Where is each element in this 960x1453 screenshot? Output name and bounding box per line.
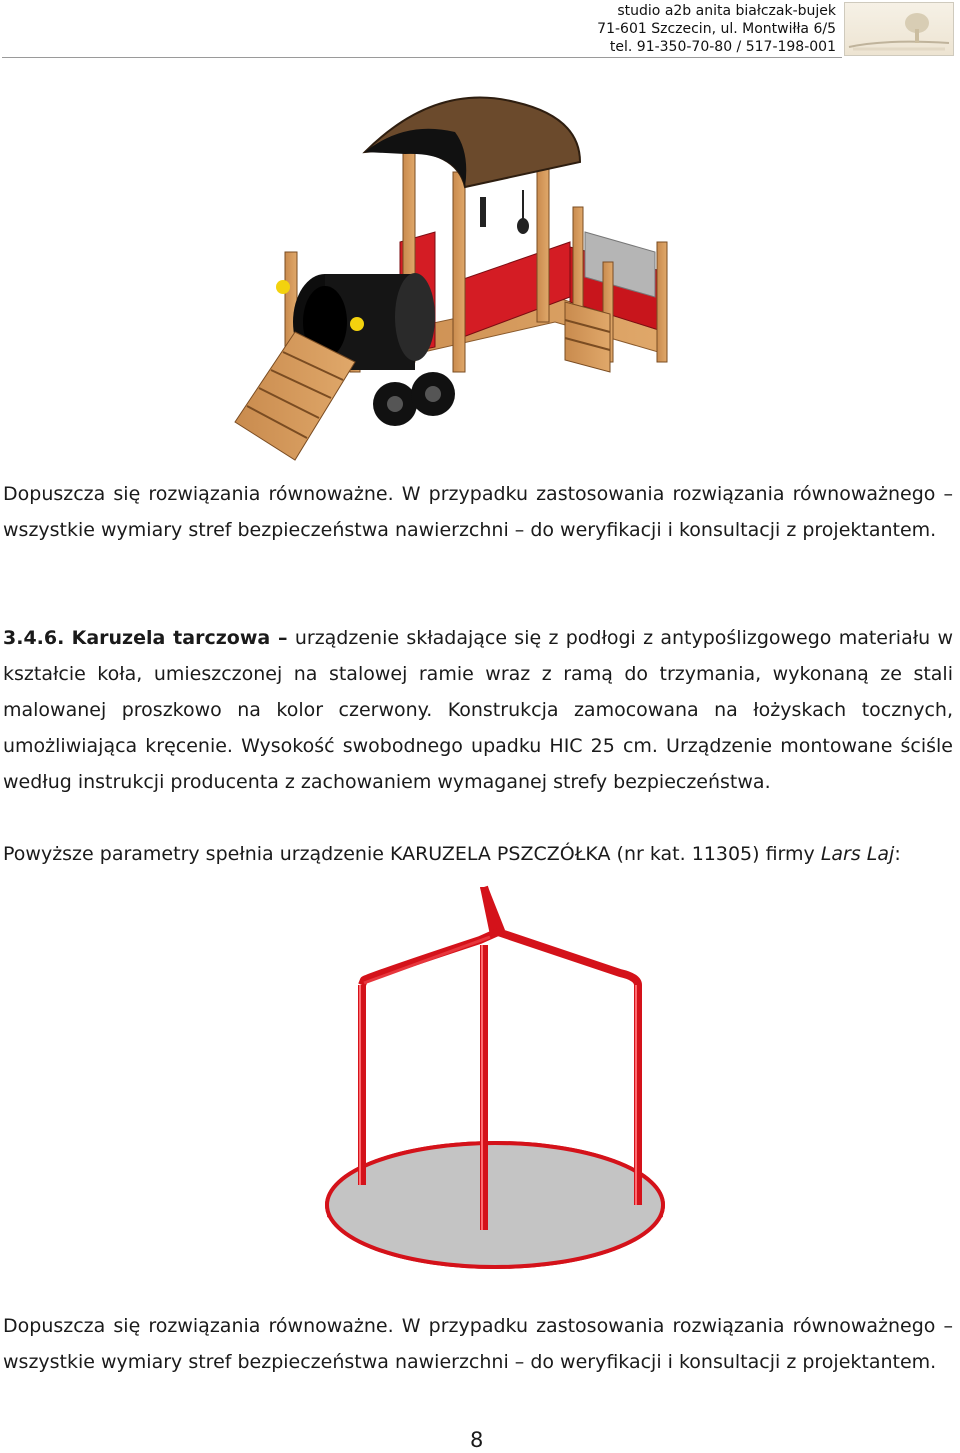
- equivalence-note-2: Dopuszcza się rozwiązania równoważne. W przypadku zastosowania rozwiązania równoważnego – wszystkie wymiary stref bezpieczeństwa nawierzchni – do weryfikacji i konsultacji z projektantem.: [3, 1315, 953, 1373]
- params-brand: Lars Laj: [820, 843, 895, 865]
- product-params-line: [3, 836, 953, 872]
- header-phone: tel. 91-350-70-80 / 517-198-001: [609, 39, 836, 55]
- header-address: [597, 2, 836, 56]
- studio-logo-icon: [844, 2, 954, 56]
- section-number: 3.4.6.: [3, 627, 65, 649]
- equivalence-note-1: Dopuszcza się rozwiązania równoważne. W przypadku zastosowania rozwiązania równoważnego – wszystkie wymiary stref bezpieczeństwa nawierzchni – do weryfikacji i konsultacji z projektantem.: [3, 483, 953, 541]
- carousel-image: [320, 885, 670, 1275]
- section-body: urządzenie składające się z podłogi z antypoślizgowego materiału w kształcie koła, umieszczonej na stalowej ramie wraz z ramą do trzymania, wykonaną ze stali malowanej proszkowo na kolor czerwony. Konstrukcja zamocowana na łożyskach tocznych, umożliwiająca kręcenie. Wysokość swobodnego upadku HIC 25 cm. Urządzenie montowane ściśle według instrukcji producenta z zachowaniem wymaganej strefy bezpieczeństwa.: [3, 627, 953, 793]
- page-header: [0, 0, 960, 58]
- params-prefix: Powyższe parametry spełnia urządzenie KARUZELA PSZCZÓŁKA (nr kat. 11305) firmy: [3, 843, 821, 865]
- header-street: 71-601 Szczecin, ul. Montwiłła 6/5: [597, 21, 836, 37]
- page-number: 8: [470, 1428, 484, 1452]
- wooden-train-playset-image: [225, 92, 675, 462]
- header-divider: [2, 57, 842, 58]
- section-title: Karuzela tarczowa –: [71, 627, 288, 649]
- header-studio-name: studio a2b anita białczak-bujek: [617, 3, 836, 19]
- section-3-4-6-description: [3, 620, 953, 800]
- params-suffix: :: [894, 843, 901, 865]
